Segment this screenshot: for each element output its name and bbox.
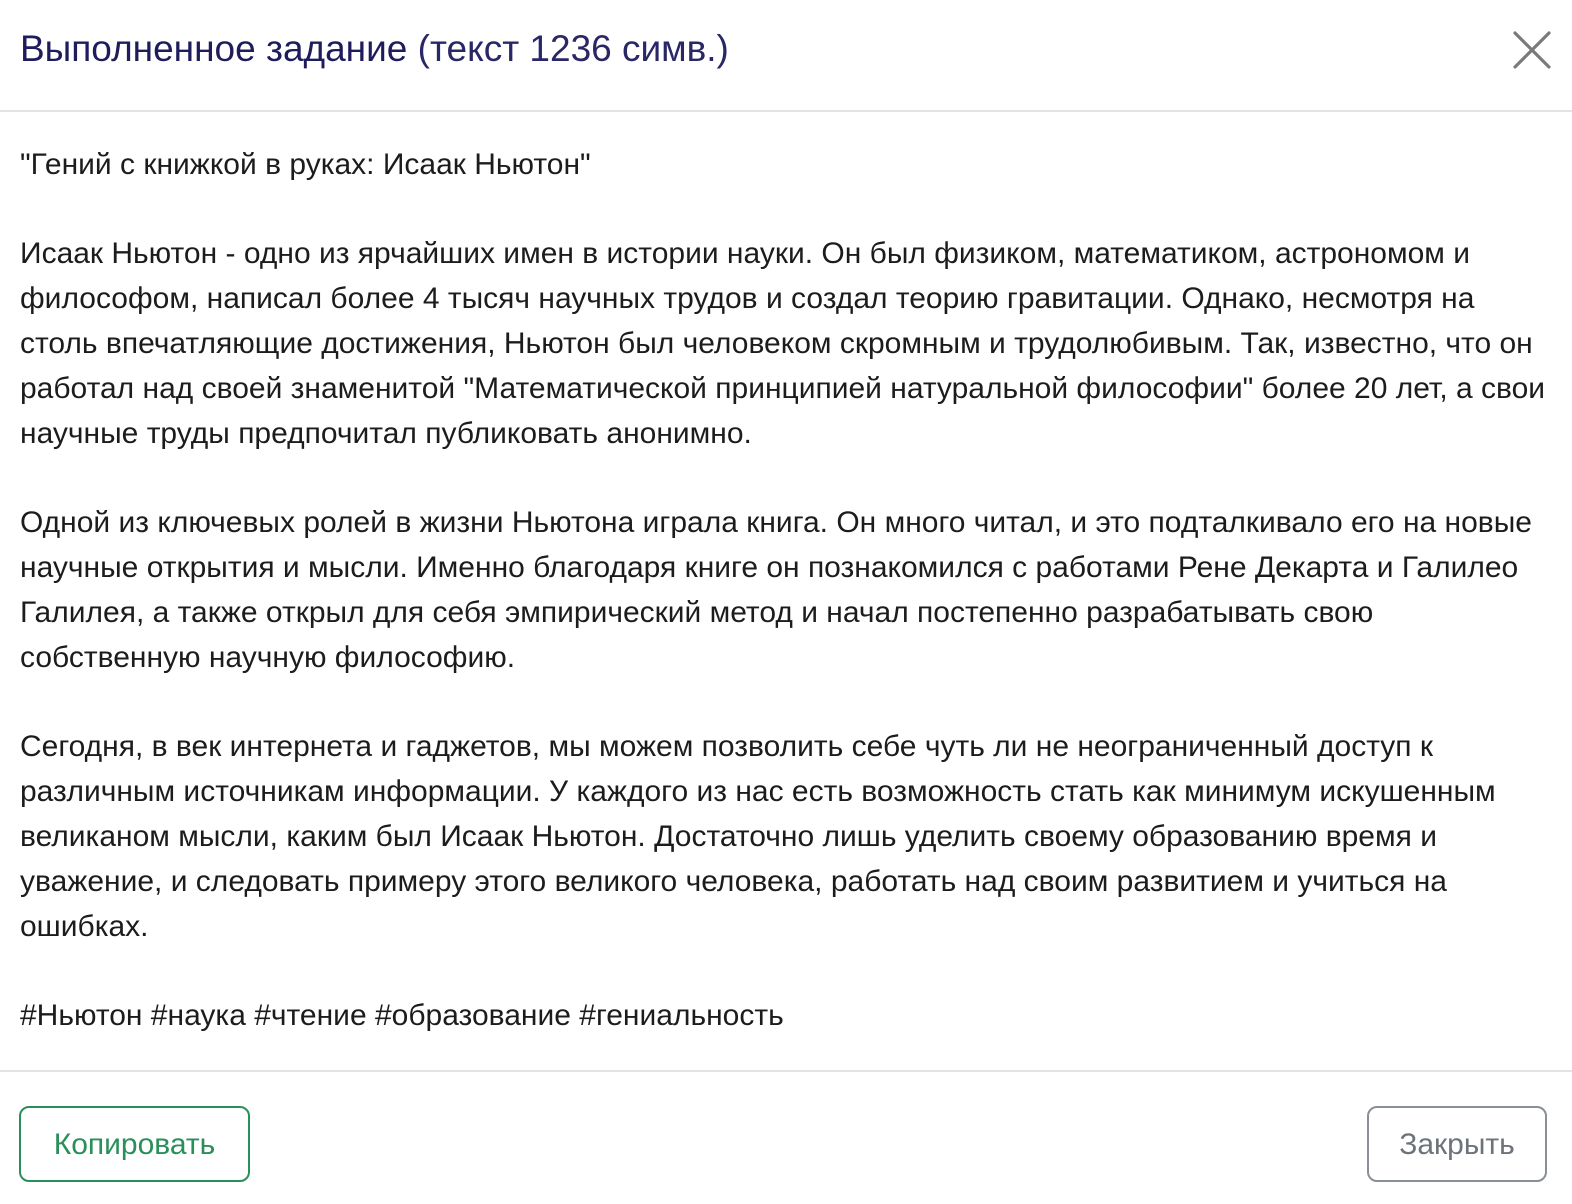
close-icon-glyph xyxy=(1510,28,1554,72)
text-hashtags: #Ньютон #наука #чтение #образование #гениальность xyxy=(20,999,784,1032)
modal-title xyxy=(20,26,729,72)
close-button[interactable]: Закрыть xyxy=(1367,1106,1547,1182)
close-icon[interactable] xyxy=(1510,28,1554,72)
modal-title-char-count: (текст 1236 симв.) xyxy=(417,28,729,69)
modal-header xyxy=(0,0,1572,112)
text-paragraph-2: Одной из ключевых ролей в жизни Ньютона играла книга. Он много читал, и это подталкивало его на новые научные открытия и мысли. Именно благодаря книге он познакомился с работами Рене Декарта и Галилео Галилея, а также открыл для себя эмпирический метод и начал постепенно разрабатывать свою собственную научную философию. xyxy=(20,506,1532,674)
text-paragraph-3: Сегодня, в век интернета и гаджетов, мы можем позволить себе чуть ли не неограниченный доступ к различным источникам информации. У каждого из нас есть возможность стать как минимум искушенным великаном мысли, каким был Исаак Ньютон. Достаточно лишь уделить своему образованию время и уважение, и следовать примеру этого великого человека, работать над своим развитием и учиться на ошибках. xyxy=(20,730,1496,943)
text-paragraph-1: Исаак Ньютон - одно из ярчайших имен в истории науки. Он был физиком, математиком, астрономом и философом, написал более 4 тысяч научных трудов и создал теорию гравитации. Однако, несмотря на столь впечатляющие достижения, Ньютон был человеком скромным и трудолюбивым. Так, известно, что он работал над своей знаменитой "Математической принципией натуральной философии" более 20 лет, а свои научные труды предпочитал публиковать анонимно. xyxy=(20,237,1546,450)
copy-button[interactable]: Копировать xyxy=(19,1106,250,1182)
text-heading: "Гений с книжкой в руках: Исаак Ньютон" xyxy=(20,148,591,181)
modal-title-main: Выполненное задание xyxy=(20,28,408,69)
modal-footer xyxy=(0,1070,1572,1204)
task-text-content xyxy=(20,142,1550,1038)
